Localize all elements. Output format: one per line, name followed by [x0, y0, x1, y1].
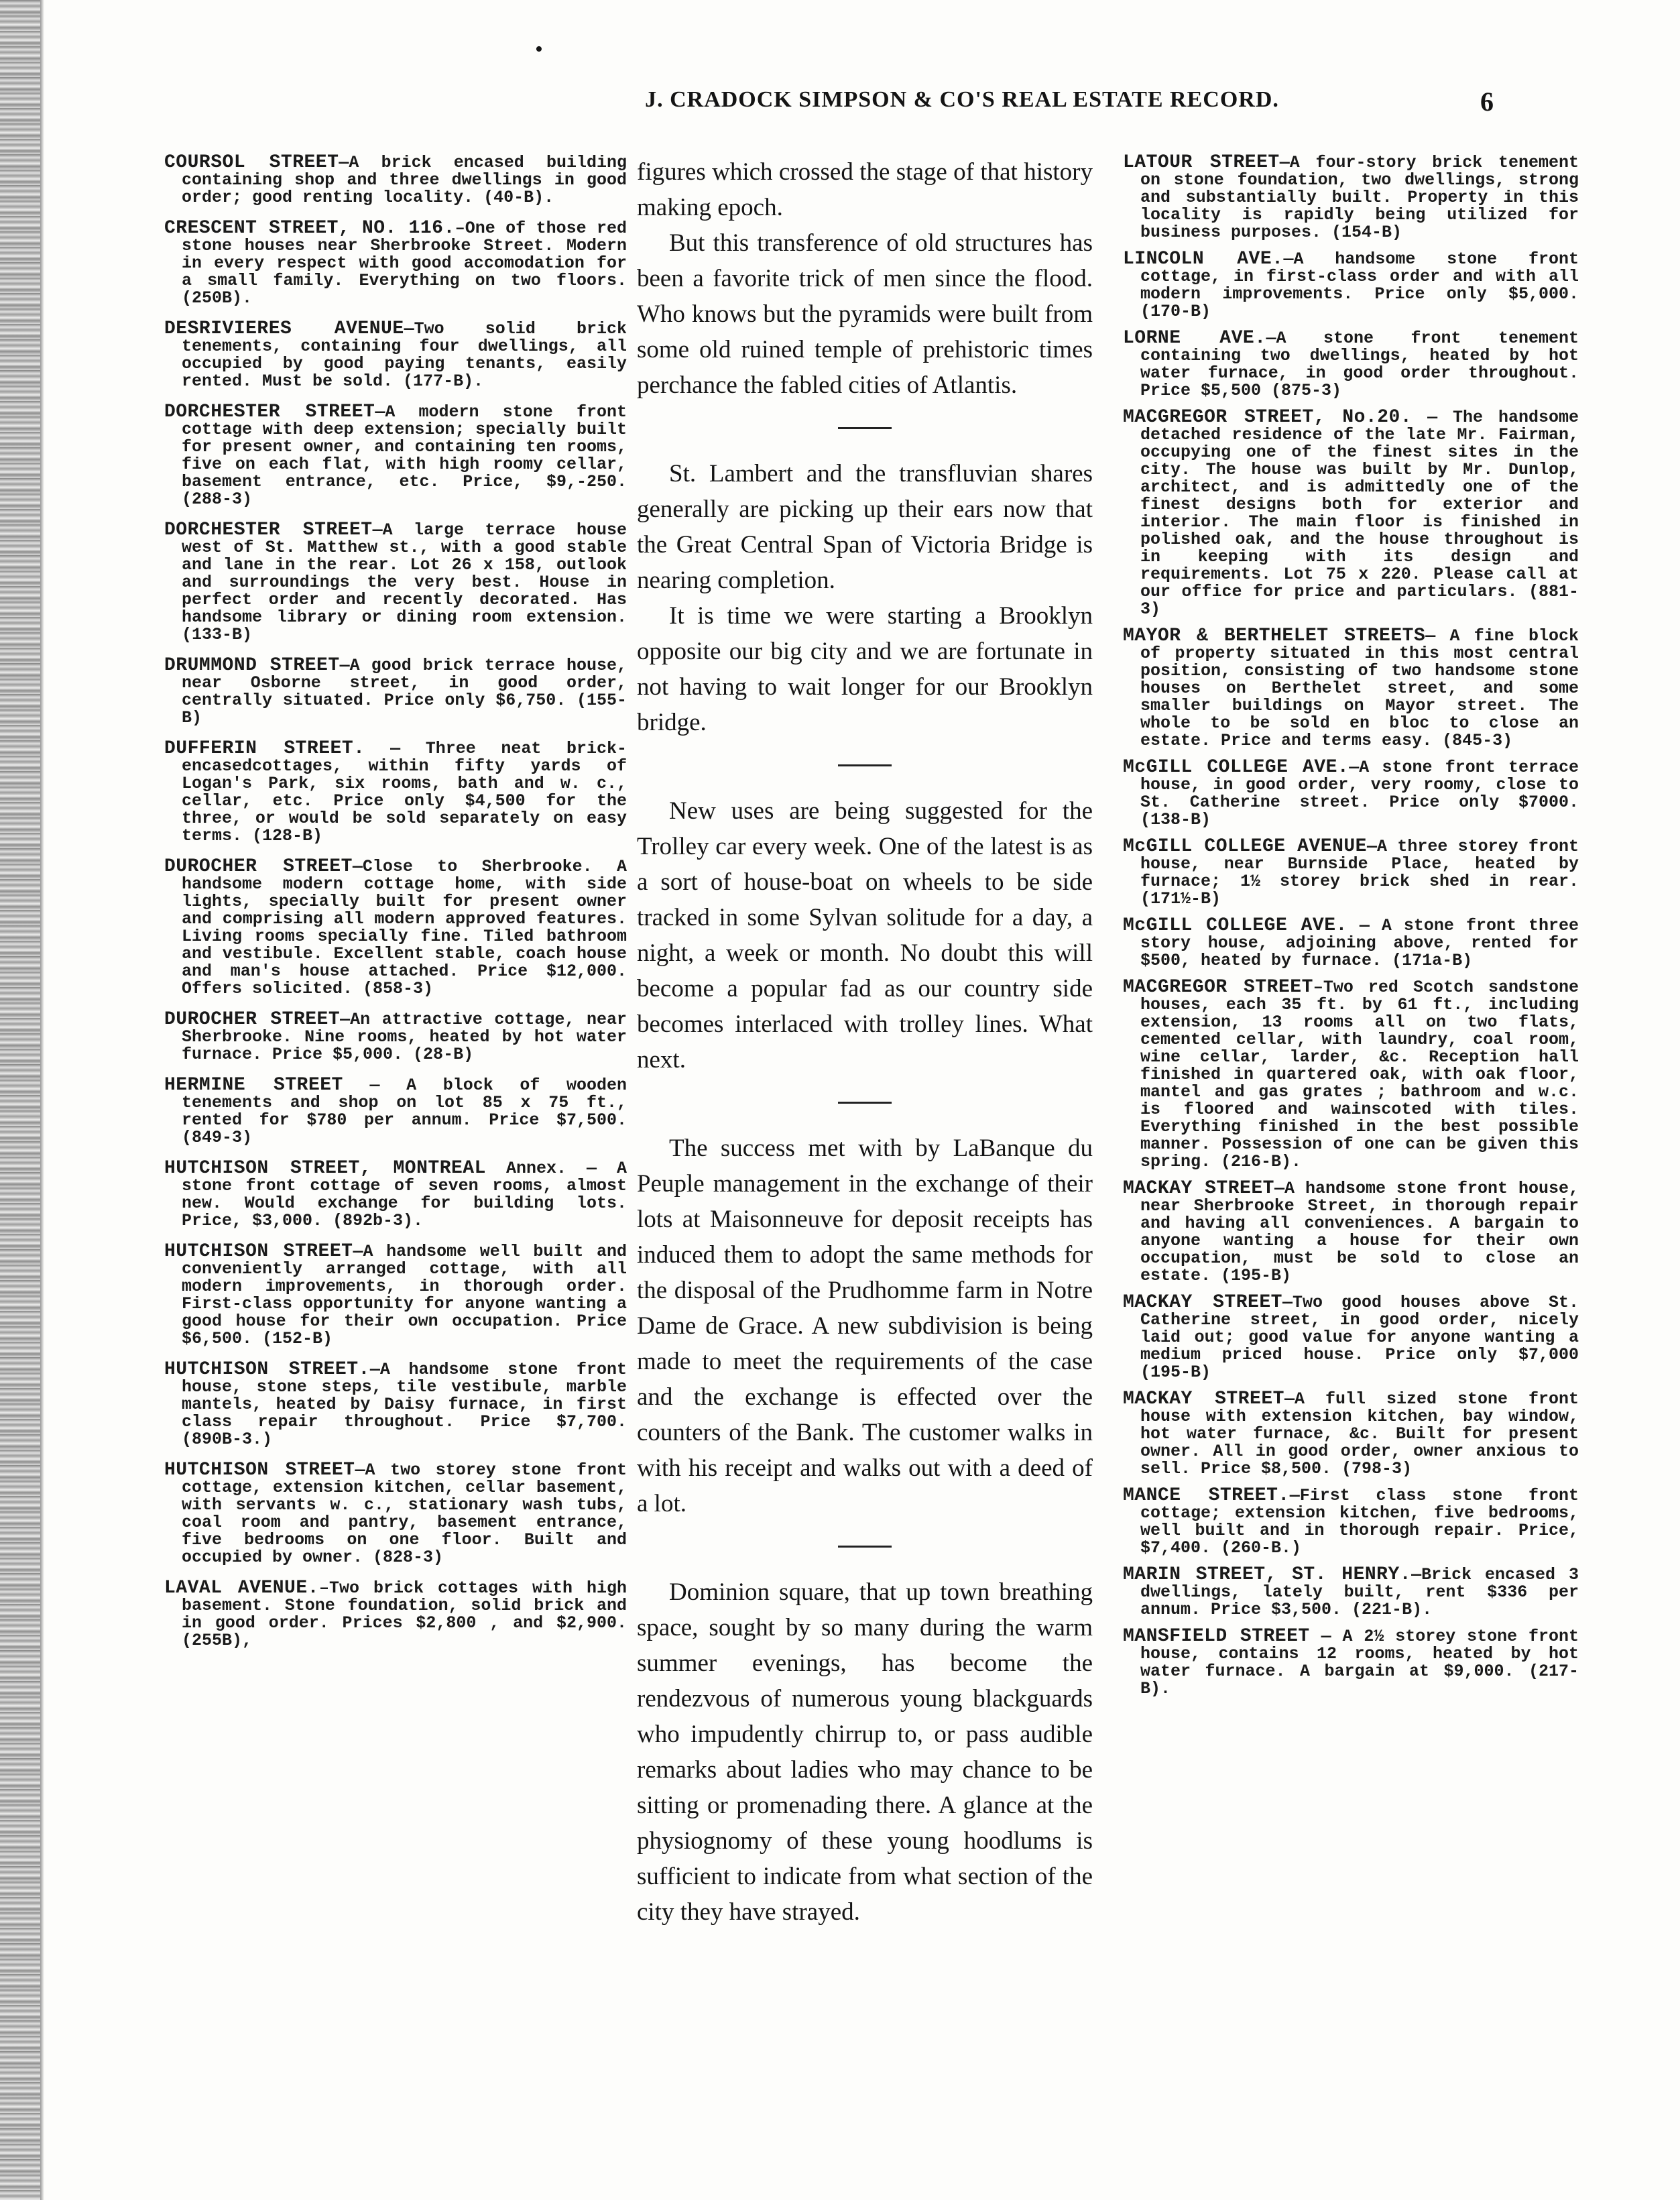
listing-street-heading: McGILL COLLEGE AVE.: [1123, 757, 1349, 778]
listing-street-heading: COURSOL STREET: [164, 152, 339, 173]
listing-street-heading: MACKAY STREET: [1123, 1292, 1282, 1313]
section-divider: [838, 764, 892, 766]
listing-street-heading: DUFFERIN STREET.: [164, 738, 365, 759]
listing-street-heading: HUTCHISON STREET.: [164, 1359, 370, 1380]
editorial-paragraph: Dominion square, that up town breathing space, sought by so many during the warm summer evenings, has become the rendezvous of numerous young blackguards who impudently chirrup to, or pass audible remarks about ladies who may chance to be sitting or promenading there. A glance at the physiognomy of these young hoodlums is sufficient to indicate from what section of the city they have strayed.: [637, 1578, 1093, 1926]
listing-entry: [1123, 1180, 1579, 1285]
listing-entry: [1123, 759, 1579, 829]
listing-entry: [164, 404, 627, 508]
listing-description: — The handsome detached residence of the late Mr. Fairman, occupying one of the finest sites in the city. The house was built by Mr. Dunlop, architect, and is admittedly one of the finest designs both for exterior and interior. The main floor is finished in polished oak, and the house throughout is in keeping with its design and requirements. Lot 75 x 220. Please call at our office for price and particulars. (881-3): [1140, 408, 1579, 619]
editorial-paragraph: But this transference of old structures has been a favorite trick of men since the flood. Who knows but the pyramids were built from some old ruined temple of prehistoric times perchance the fabled cities of Atlantis.: [637, 229, 1093, 399]
listing-street-heading: DUROCHER STREET: [164, 856, 353, 877]
listing-description: —A handsome stone front house, stone steps, tile vestibule, marble mantels, heated by Daisy furnace, in first class repair throughout. Price $7,700. (890B-3.): [182, 1360, 627, 1449]
listing-entry: [164, 657, 627, 727]
listing-street-heading: MAYOR & BERTHELET STREETS: [1123, 626, 1426, 646]
listing-entry: [164, 1361, 627, 1448]
listing-street-heading: HUTCHISON STREET, MONTREAL: [164, 1158, 486, 1179]
listing-description: —A stone front tenement containing two dwellings, heated by hot water furnace, in good order throughout. Price $5,500 (875-3): [1140, 329, 1579, 400]
listing-street-heading: MANSFIELD STREET: [1123, 1626, 1310, 1647]
listing-entry: [1123, 917, 1579, 970]
listing-street-heading: DUROCHER STREET: [164, 1009, 341, 1030]
listing-entry: [164, 1077, 627, 1147]
listing-street-heading: HUTCHISON STREET: [164, 1460, 355, 1481]
listing-street-heading: MACKAY STREET: [1123, 1178, 1274, 1199]
listing-description: —A four-story brick tenement on stone foundation, two dwellings, strong and substantially built. Property in this locality is rapidly being utilized for business purposes. (154-B): [1140, 153, 1579, 242]
listing-description: — A 2½ storey stone front house, contains 12 rooms, heated by hot water furnace. A bargain at $9,000. (217-B).: [1140, 1627, 1579, 1698]
section-divider: [838, 427, 892, 429]
listing-entry: [1123, 979, 1579, 1171]
listing-entry: [164, 321, 627, 390]
listing-description: —Close to Sherbrooke. A handsome modern cottage home, with side lights, specially built for present owner and comprising all modern approved features. Living rooms specially fine. Tiled bathroom and vestibule. Excellent stable, coach house and man's house attached. Price $12,000. Offers solicited. (858-3): [182, 857, 627, 998]
listing-description: —A handsome stone front cottage, in first-class order and with all modern improvements. Price only $5,000. (170-B): [1140, 249, 1579, 321]
editorial-column: [637, 154, 1093, 1930]
listing-description: —First class stone front cottage; extension kitchen, five bedrooms, well built and in thorough repair. Price, $7,400. (260-B.): [1140, 1486, 1579, 1558]
listing-description: —A modern stone front cottage with deep extension; specially built for present owner, and containing ten rooms, five on each flat, with high roomy cellar, basement entrance, etc. Price, $9,-250. (288-3): [182, 402, 627, 509]
listing-street-heading: CRESCENT STREET, NO. 116.: [164, 218, 455, 239]
listing-description: –Two brick cottages with high basement. Stone foundation, solid brick and in good order. Prices $2,800 , and $2,900. (255B),: [182, 1578, 627, 1650]
listing-description: — Three neat brick-encasedcottages, within fifty yards of Logan's Park, six rooms, bath and w. c., cellar, etc. Price only $4,500 for the three, or would be sold separately on easy terms. (128-B): [182, 739, 627, 846]
section-divider: [838, 1546, 892, 1548]
listing-description: —An attractive cottage, near Sherbrooke. Nine rooms, heated by hot water furnace. Price $5,000. (28-B): [182, 1010, 627, 1064]
listing-description: —A three storey front house, near Burnside Place, heated by furnace; 1½ storey brick shed in rear. (171½-B): [1140, 837, 1579, 909]
listing-description: –Two red Scotch sandstone houses, each 35 ft. by 61 ft., including extension, 13 rooms all on two flats, cemented cellar, with laundry, coal room, wine cellar, larder, &c. Reception hall finished in quartered oak, with oak floor, mantel and gas grates ; bathroom and w.c. is floored and wainscoted with tiles. Everything finished in the best possible manner. Possession of one can be given this spring. (216-B).: [1140, 978, 1579, 1171]
listing-entry: [1123, 154, 1579, 241]
listing-description: —A good brick terrace house, near Osborne street, in good order, centrally situated. Price only $6,750. (155-B): [182, 656, 627, 728]
listing-street-heading: MACGREGOR STREET: [1123, 977, 1313, 998]
editorial-paragraph: St. Lambert and the transfluvian shares generally are picking up their ears now that the Great Central Span of Victoria Bridge is nearing completion.: [637, 460, 1093, 594]
listing-entry: [164, 858, 627, 998]
listing-street-heading: MANCE STREET.: [1123, 1485, 1290, 1506]
editorial-paragraph: New uses are being suggested for the Trolley car every week. One of the latest is as a sort of house-boat on wheels to be side tracked in some Sylvan solitude for a day, a night, a week or month. No doubt this will become a popular fad as our country side becomes interlaced with trolley lines. What next.: [637, 797, 1093, 1074]
listing-description: —Two solid brick tenements, containing four dwellings, all occupied by good paying tenants, easily rented. Must be sold. (177-B).: [182, 319, 627, 391]
listing-description: –One of those red stone houses near Sherbrooke Street. Modern in every respect with good accomodation for a small family. Everything on two floors. (250B).: [182, 219, 627, 308]
listing-street-heading: LATOUR STREET: [1123, 152, 1280, 173]
listing-description: —A handsome stone front house, near Sherbrooke Street, in thorough repair and having all conveniences. A bargain to anyone wanting a house for their own occupation, must be sold to close an estate. (195-B): [1140, 1179, 1579, 1285]
editorial-paragraph: figures which crossed the stage of that history making epoch.: [637, 158, 1093, 221]
listing-description: —Two good houses above St. Catherine street, in good order, nicely laid out; good value for anyone wanting a medium priced house. Price only $7,000 (195-B): [1140, 1293, 1579, 1382]
listing-entry: [1123, 838, 1579, 908]
listing-entry: [1123, 1487, 1579, 1557]
binding-shadow: [40, 0, 44, 2200]
listing-entry: [1123, 330, 1579, 400]
page-header: J. CRADOCK SIMPSON & CO'S REAL ESTATE RECORD.: [645, 87, 1279, 112]
listing-description: —A stone front terrace house, in good order, very roomy, close to St. Catherine street. Price only $7000. (138-B): [1140, 758, 1579, 829]
listing-description: —A handsome well built and conveniently arranged cottage, with all modern improvements, in thorough order. First-class opportunity for anyone wanting a good house for their own occupation. Price $6,500. (152-B): [182, 1242, 627, 1348]
listing-street-heading: LAVAL AVENUE.: [164, 1578, 319, 1599]
listing-street-heading: LORNE AVE.: [1123, 328, 1266, 349]
right-listings-column: [1123, 154, 1579, 1707]
page-number: 6: [1480, 86, 1494, 117]
listing-description: — A block of wooden tenements and shop on lot 85 x 75 ft., rented for $780 per annum. Price $7,500. (849-3): [182, 1076, 627, 1147]
listing-entry: [164, 1011, 627, 1063]
listing-description: Annex. — A stone front cottage of seven rooms, almost new. Would exchange for building lots. Price, $3,000. (892b-3).: [182, 1159, 627, 1230]
listing-street-heading: LINCOLN AVE.: [1123, 249, 1284, 270]
listing-entry: [1123, 1628, 1579, 1698]
listing-description: — A fine block of property situated in this most central position, consisting of two handsome stone houses on Berthelet street, and some smaller buildings on Mayor street. The whole to be sold en bloc to close an estate. Price and terms easy. (845-3): [1140, 626, 1579, 750]
listing-entry: [164, 1160, 627, 1230]
listing-entry: [1123, 1391, 1579, 1478]
listing-entry: [1123, 1294, 1579, 1381]
listing-street-heading: McGILL COLLEGE AVE.: [1123, 915, 1347, 936]
listing-street-heading: DRUMMOND STREET: [164, 655, 340, 676]
listing-description: — A stone front three story house, adjoining above, rented for $500, heated by furnace. (171a-B): [1140, 916, 1579, 970]
listing-entry: [164, 154, 627, 207]
listing-description: —A two storey stone front cottage, extension kitchen, cellar basement, with servants w. c., stationary wash tubs, coal room and pantry, basement entrance, five bedrooms on one floor. Built and occupied by owner. (828-3): [182, 1460, 627, 1567]
listing-description: —Brick encased 3 dwellings, lately built, rent $336 per annum. Price $3,500. (221-B).: [1140, 1565, 1579, 1619]
listing-entry: [164, 740, 627, 845]
listing-entry: [1123, 1566, 1579, 1619]
listing-entry: [164, 220, 627, 307]
listing-description: —A large terrace house west of St. Matthew st., with a good stable and lane in the rear. Lot 26 x 158, outlook and surroundings the very best. House in perfect order and recently decorated. Has handsome library or dining room extension. (133-B): [182, 520, 627, 644]
listing-street-heading: HUTCHISON STREET: [164, 1241, 353, 1262]
listing-street-heading: DESRIVIERES AVENUE: [164, 319, 404, 339]
listing-entry: [1123, 628, 1579, 750]
listing-street-heading: McGILL COLLEGE AVENUE: [1123, 836, 1367, 857]
listing-street-heading: DORCHESTER STREET: [164, 402, 375, 422]
binding-edge: [0, 0, 40, 2200]
editorial-paragraph: The success met with by LaBanque du Peuple management in the exchange of their lots at Maisonneuve for deposit receipts has induced them to adopt the same methods for the disposal of the Prudhomme farm in Notre Dame de Grace. A new subdivision is being made to meet the requirements of the case and the exchange is effected over the counters of the Bank. The customer walks in with his receipt and walks out with a deed of a lot.: [637, 1135, 1093, 1517]
listing-street-heading: MACKAY STREET: [1123, 1389, 1284, 1409]
listing-entry: [1123, 409, 1579, 618]
listing-entry: [164, 1580, 627, 1649]
listing-street-heading: MACGREGOR STREET, No.20.: [1123, 407, 1413, 428]
section-divider: [838, 1102, 892, 1104]
left-listings-column: [164, 154, 627, 1663]
listing-street-heading: MARIN STREET, ST. HENRY.: [1123, 1564, 1412, 1585]
listing-entry: [164, 1243, 627, 1348]
listing-description: —A brick encased building containing shop and three dwellings in good order; good renting locality. (40-B).: [182, 153, 627, 207]
editorial-paragraph: It is time we were starting a Brooklyn opposite our big city and we are fortunate in not having to wait longer for our Brooklyn bridge.: [637, 602, 1093, 736]
listing-entry: [1123, 251, 1579, 321]
listing-street-heading: DORCHESTER STREET: [164, 520, 373, 540]
listing-entry: [164, 522, 627, 644]
listing-description: —A full sized stone front house with extension kitchen, bay window, hot water furnace, &c. Built for present owner. All in good order, owner anxious to sell. Price $8,500. (798-3): [1140, 1389, 1579, 1479]
listing-entry: [164, 1462, 627, 1566]
ink-mark: •: [535, 37, 543, 62]
listing-street-heading: HERMINE STREET: [164, 1075, 343, 1096]
